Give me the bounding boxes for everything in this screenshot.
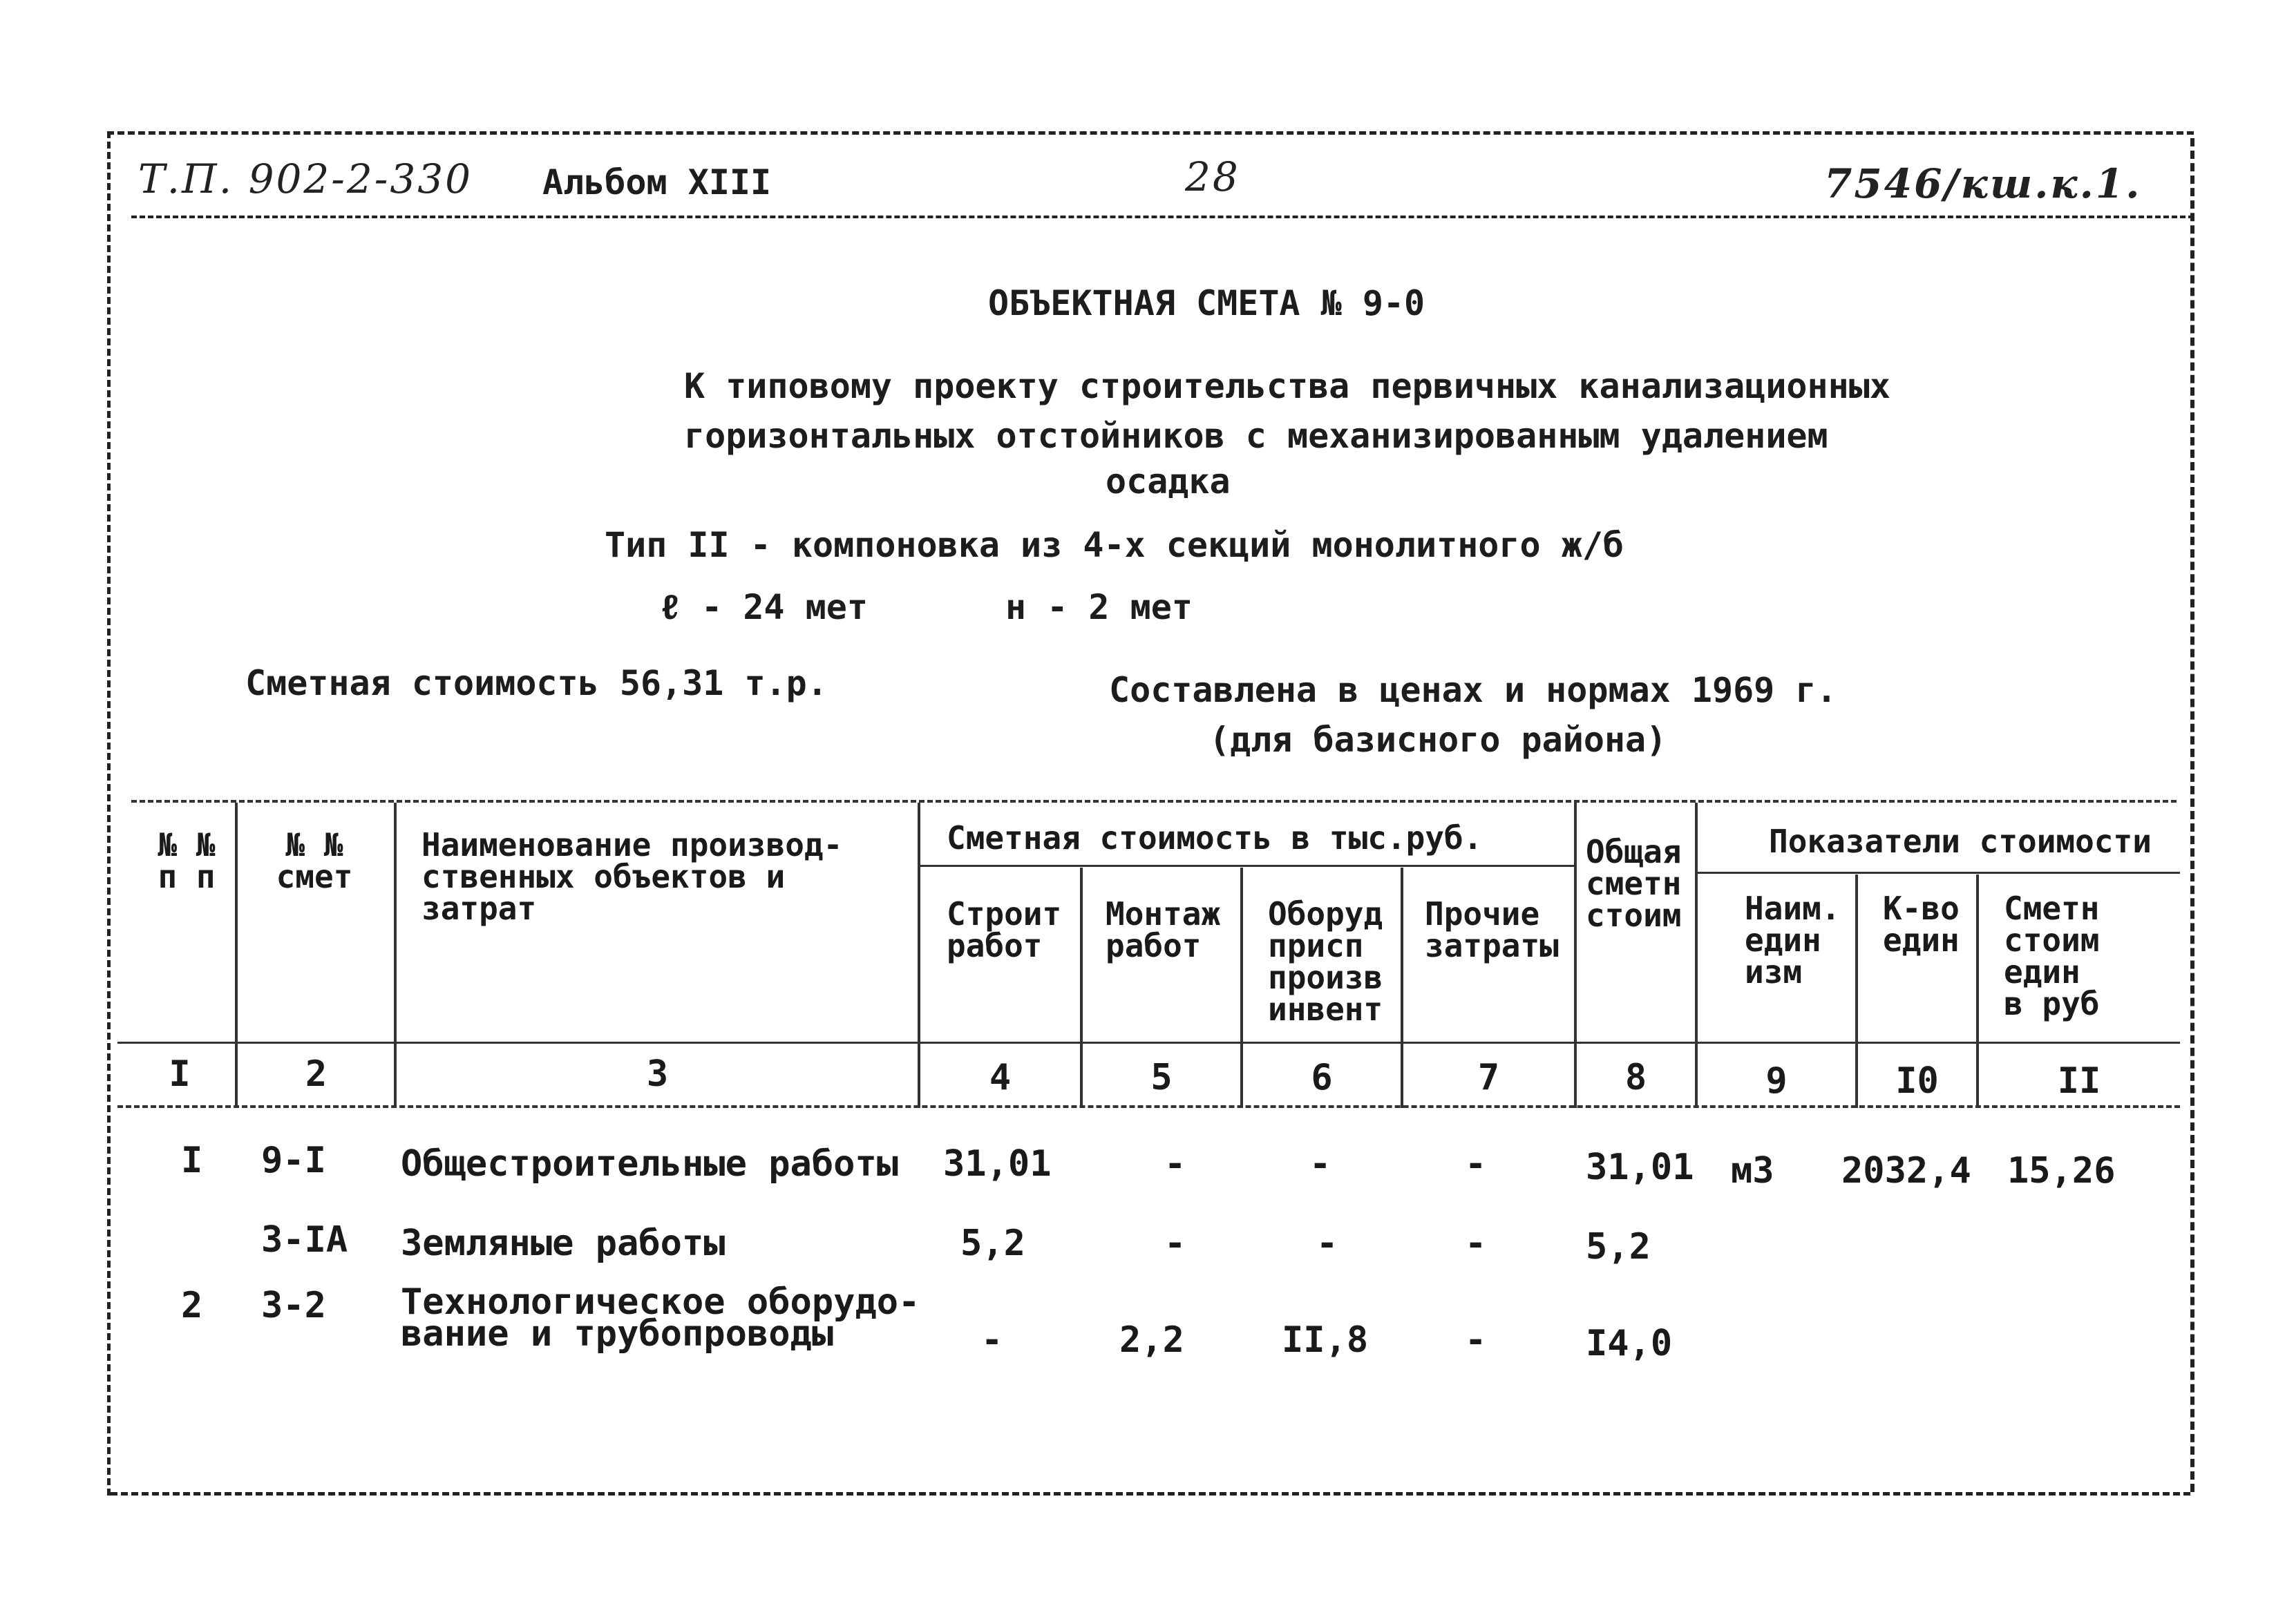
dimension-length: ℓ - 24 мет bbox=[660, 587, 868, 627]
head-other-costs: Прочие затраты bbox=[1425, 895, 1559, 964]
estimated-cost: Сметная стоимость 56,31 т.р. bbox=[245, 663, 828, 703]
head-unit-cost: Сметн стоим един в руб bbox=[2004, 890, 2100, 1022]
frame-bottom-border bbox=[111, 1492, 2190, 1496]
row3-number: 2 bbox=[181, 1285, 203, 1326]
col-number-10: I0 bbox=[1895, 1060, 1939, 1102]
dimension-height: н - 2 мет bbox=[1005, 587, 1193, 627]
header-divider bbox=[131, 216, 2194, 218]
row1-quantity: 2032,4 bbox=[1841, 1150, 1971, 1192]
head-equipment: Оборуд присп произв инвент bbox=[1268, 895, 1383, 1028]
row2-other: - bbox=[1465, 1223, 1487, 1264]
col-number-8: 8 bbox=[1624, 1057, 1647, 1098]
header-bottom-rule bbox=[117, 1042, 2180, 1044]
row2-construction: 5,2 bbox=[960, 1223, 1025, 1264]
type-line: Тип II - компоновка из 4-х секций монолитного ж/б bbox=[605, 525, 1624, 565]
doc-code: Т.П. 902-2-330 bbox=[138, 155, 473, 202]
head-unit-name: Наим. един изм bbox=[1745, 890, 1841, 991]
head-installation: Монтаж работ bbox=[1106, 895, 1221, 964]
row3-construction: - bbox=[981, 1319, 1003, 1361]
title-line-2: горизонтальных отстойников с механизированным удалением bbox=[684, 416, 1828, 456]
frame-right-border bbox=[2190, 138, 2194, 1492]
row2-installation: - bbox=[1164, 1223, 1186, 1264]
row2-total: 5,2 bbox=[1586, 1226, 1651, 1268]
row1-total: 31,01 bbox=[1586, 1147, 1694, 1188]
col-number-11: II bbox=[2057, 1060, 2101, 1102]
row3-estimate: 3-2 bbox=[261, 1285, 326, 1326]
indicators-group-rule bbox=[1696, 872, 2180, 874]
frame-top-border bbox=[107, 131, 2194, 135]
head-cost-group: Сметная стоимость в тыс.руб. bbox=[947, 819, 1483, 857]
row1-construction: 31,01 bbox=[943, 1143, 1052, 1185]
row3-equipment: II,8 bbox=[1282, 1319, 1369, 1361]
head-row-number: № № п п bbox=[158, 826, 216, 895]
row1-unit: м3 bbox=[1731, 1150, 1774, 1192]
page-number: 28 bbox=[1185, 153, 1240, 200]
col-divider-2 bbox=[394, 803, 397, 1108]
row1-name: Общестроительные работы bbox=[401, 1143, 899, 1185]
row3-name: Технологическое оборудо- вание и трубопроводы bbox=[401, 1281, 920, 1355]
col-number-2: 2 bbox=[305, 1053, 328, 1095]
numbers-bottom-rule bbox=[117, 1105, 2180, 1108]
cost-group-rule bbox=[919, 865, 1575, 867]
frame-left-border bbox=[107, 131, 111, 1496]
table-top-rule bbox=[131, 800, 2177, 803]
row1-installation: - bbox=[1164, 1143, 1186, 1185]
col-number-3: 3 bbox=[646, 1053, 669, 1095]
title-line-3: осадка bbox=[1106, 461, 1231, 501]
document-title: ОБЪЕКТНАЯ СМЕТА № 9-0 bbox=[988, 283, 1425, 323]
head-construction: Строит работ bbox=[947, 895, 1062, 964]
head-object-name: Наименование производ- ственных объектов и затрат bbox=[421, 826, 843, 927]
col-divider-1 bbox=[235, 803, 238, 1108]
col-number-1: I bbox=[169, 1053, 191, 1095]
region-basis: (для базисного района) bbox=[1209, 720, 1667, 760]
prices-basis: Составлена в ценах и нормах 1969 г. bbox=[1109, 670, 1837, 710]
head-estimate-number: № № смет bbox=[276, 826, 353, 895]
col-number-9: 9 bbox=[1765, 1060, 1788, 1102]
inventory-number: 7546/кш.к.1. bbox=[1824, 160, 2142, 207]
row1-number: I bbox=[181, 1140, 203, 1181]
row3-installation: 2,2 bbox=[1119, 1319, 1184, 1361]
row1-unit-cost: 15,26 bbox=[2007, 1150, 2116, 1192]
head-total-cost: Общая сметн стоим bbox=[1586, 833, 1682, 934]
row2-estimate: 3-IA bbox=[261, 1219, 348, 1261]
row3-total: I4,0 bbox=[1586, 1323, 1673, 1364]
head-unit-count: К-во един bbox=[1883, 890, 1960, 959]
album-label: Альбом XIII bbox=[542, 162, 772, 202]
col-number-5: 5 bbox=[1150, 1057, 1173, 1098]
title-line-1: К типовому проекту строительства первичных канализационных bbox=[684, 366, 1890, 406]
row2-name: Земляные работы bbox=[401, 1223, 726, 1264]
row1-equipment: - bbox=[1309, 1143, 1331, 1185]
row3-other: - bbox=[1465, 1319, 1487, 1361]
row1-estimate: 9-I bbox=[261, 1140, 326, 1181]
row1-other: - bbox=[1465, 1143, 1487, 1185]
row2-equipment: - bbox=[1316, 1223, 1338, 1264]
col-number-6: 6 bbox=[1311, 1057, 1333, 1098]
col-number-4: 4 bbox=[989, 1057, 1012, 1098]
head-indicators-group: Показатели стоимости bbox=[1769, 823, 2152, 860]
col-number-7: 7 bbox=[1477, 1057, 1500, 1098]
